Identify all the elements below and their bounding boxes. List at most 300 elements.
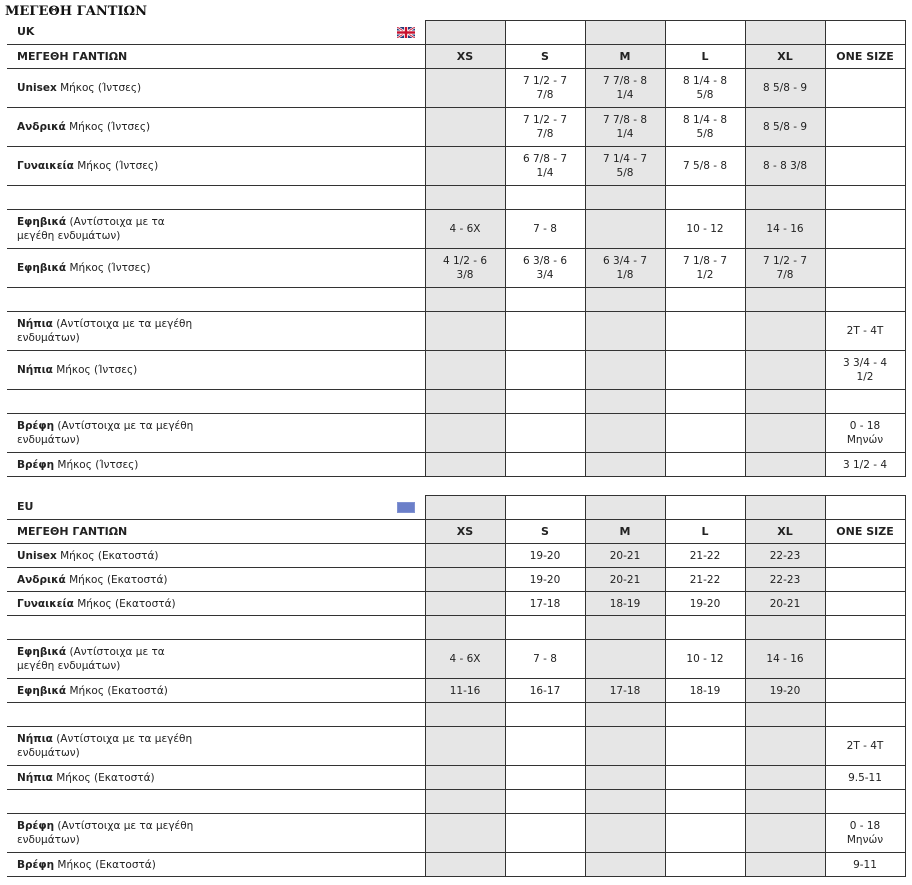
size-cell: [505, 568, 585, 592]
size-value: 20-21: [609, 573, 641, 586]
size-cell: [585, 853, 665, 877]
row-category: Unisex: [17, 549, 57, 562]
size-cell: [665, 69, 745, 108]
size-cell: [425, 69, 505, 108]
uk-flag-icon: [397, 27, 415, 38]
size-cell: [425, 592, 505, 616]
size-cell: [745, 69, 825, 108]
header-blank-cell: [425, 21, 505, 45]
size-cell: [665, 766, 745, 790]
size-cell: [745, 453, 825, 477]
size-cell: [825, 147, 905, 186]
size-cell: [825, 592, 905, 616]
size-cell: [825, 351, 905, 390]
size-value: 10 - 12: [686, 223, 724, 235]
row-label: [7, 544, 425, 568]
size-cell: [665, 544, 745, 568]
row-label: [7, 814, 425, 853]
size-cell: [825, 766, 905, 790]
row-label: [7, 249, 425, 288]
row-description: Μήκος (Εκατοστά): [66, 684, 168, 697]
table-row: [7, 568, 905, 592]
size-cell: [425, 853, 505, 877]
size-cell: [745, 414, 825, 453]
row-description: Μήκος (Εκατοστά): [52, 771, 155, 784]
size-cell: [425, 727, 505, 766]
size-cell: [585, 814, 665, 853]
size-cell: [825, 453, 905, 477]
row-label: [7, 390, 425, 414]
column-header: M: [585, 45, 665, 69]
size-cell: [665, 814, 745, 853]
row-description: (Αντίστοιχα με τα μεγέθη ενδυμάτων): [17, 420, 194, 446]
size-cell: [745, 390, 825, 414]
eu-flag-icon: [397, 502, 415, 513]
header-blank-cell: [825, 21, 905, 45]
size-cell: [665, 108, 745, 147]
size-cell: [665, 790, 745, 814]
uk-size-table: [7, 20, 906, 477]
size-cell: [745, 108, 825, 147]
row-label: [7, 288, 425, 312]
size-cell: [505, 592, 585, 616]
table-row: [7, 679, 905, 703]
size-cell: [665, 351, 745, 390]
size-cell: [505, 312, 585, 351]
size-value: 3 3/4 - 4 1/2: [842, 357, 888, 383]
page-title: ΜΕΓΕΘΗ ΓΑΝΤΙΩΝ: [5, 4, 147, 19]
size-value: 11-16: [449, 684, 481, 697]
row-label: [7, 186, 425, 210]
table-row: [7, 108, 905, 147]
size-cell: [425, 568, 505, 592]
size-cell: [745, 592, 825, 616]
size-cell: [585, 453, 665, 477]
size-value: 8 1/4 - 8 5/8: [682, 75, 728, 101]
size-value: 7 1/2 - 7 7/8: [522, 75, 568, 101]
size-cell: [585, 351, 665, 390]
size-cell: [425, 312, 505, 351]
size-cell: [665, 147, 745, 186]
header-blank-cell: [505, 496, 585, 520]
size-cell: [665, 703, 745, 727]
row-label: [7, 568, 425, 592]
row-description: Μήκος (Ίντσες): [52, 364, 138, 376]
size-cell: [665, 679, 745, 703]
column-header: M: [585, 520, 665, 544]
size-cell: [585, 414, 665, 453]
size-value: 7 5/8 - 8: [682, 160, 728, 172]
size-cell: [585, 390, 665, 414]
size-value: 7 1/8 - 7 1/2: [682, 255, 728, 281]
row-label: [7, 453, 425, 477]
size-cell: [745, 544, 825, 568]
size-value: 7 1/4 - 7 5/8: [602, 153, 648, 179]
spacer-row: [7, 186, 905, 210]
size-cell: [505, 727, 585, 766]
size-cell: [825, 616, 905, 640]
size-cell: [825, 790, 905, 814]
size-cell: [745, 703, 825, 727]
size-cell: [745, 351, 825, 390]
size-cell: [665, 186, 745, 210]
size-cell: [825, 108, 905, 147]
table-row: [7, 69, 905, 108]
size-cell: [665, 312, 745, 351]
row-category: Ανδρικά: [17, 121, 66, 133]
size-cell: [745, 679, 825, 703]
row-category: Νήπια: [17, 318, 53, 330]
row-label: [7, 790, 425, 814]
size-cell: [745, 210, 825, 249]
size-cell: [825, 853, 905, 877]
region-name: UK: [17, 25, 35, 39]
size-value: 3 1/2 - 4: [842, 458, 888, 471]
column-header: L: [665, 520, 745, 544]
size-cell: [425, 288, 505, 312]
size-cell: [425, 147, 505, 186]
size-cell: [665, 414, 745, 453]
size-cell: [585, 249, 665, 288]
size-cell: [585, 108, 665, 147]
size-cell: [505, 69, 585, 108]
size-value: 8 5/8 - 9: [762, 82, 808, 94]
table-row: [7, 147, 905, 186]
row-label: [7, 679, 425, 703]
size-cell: [425, 703, 505, 727]
size-cell: [825, 640, 905, 679]
row-description: Μήκος (Εκατοστά): [54, 858, 156, 871]
size-cell: [425, 766, 505, 790]
size-value: 0 - 18 Μηνών: [846, 420, 884, 446]
eu-region-row: [7, 496, 905, 520]
row-category: Εφηβικά: [17, 262, 67, 274]
table-row: [7, 640, 905, 679]
row-category: Βρέφη: [17, 458, 55, 471]
column-header: S: [505, 45, 585, 69]
header-blank-cell: [425, 496, 505, 520]
size-cell: [505, 210, 585, 249]
size-cell: [505, 351, 585, 390]
table-row: [7, 592, 905, 616]
spacer-row: [7, 288, 905, 312]
eu-region-cell: [7, 496, 425, 520]
size-cell: [665, 640, 745, 679]
row-label: [7, 312, 425, 351]
header-blank-cell: [665, 21, 745, 45]
size-cell: [745, 814, 825, 853]
size-cell: [585, 544, 665, 568]
column-header: L: [665, 45, 745, 69]
row-label: [7, 210, 425, 249]
size-cell: [745, 147, 825, 186]
size-value: 7 - 8: [533, 223, 557, 235]
table-row: [7, 727, 905, 766]
row-category: Γυναικεία: [17, 597, 74, 610]
row-label: [7, 640, 425, 679]
size-cell: [825, 544, 905, 568]
column-header: XS: [425, 45, 505, 69]
size-cell: [825, 249, 905, 288]
size-value: 8 1/4 - 8 5/8: [682, 114, 728, 140]
size-cell: [505, 853, 585, 877]
row-category: Βρέφη: [17, 420, 55, 432]
row-description: Μήκος (Εκατοστά): [73, 597, 176, 610]
size-value: 20-21: [609, 549, 641, 562]
row-label: [7, 727, 425, 766]
size-cell: [745, 790, 825, 814]
row-category: Βρέφη: [17, 820, 55, 832]
size-cell: [825, 186, 905, 210]
table-row: [7, 210, 905, 249]
table-row: [7, 544, 905, 568]
size-value: 7 7/8 - 8 1/4: [602, 75, 648, 101]
size-value: 6 3/4 - 7 1/8: [602, 255, 648, 281]
size-value: 6 3/8 - 6 3/4: [522, 255, 568, 281]
row-category: Εφηβικά: [17, 216, 67, 228]
size-cell: [505, 766, 585, 790]
size-cell: [505, 249, 585, 288]
row-label: [7, 766, 425, 790]
row-label: [7, 147, 425, 186]
size-value: 21-22: [689, 573, 721, 586]
region-name: EU: [17, 500, 34, 514]
spacer-row: [7, 616, 905, 640]
row-description: Μήκος (Εκατοστά): [56, 549, 159, 562]
column-header: ONE SIZE: [825, 45, 905, 69]
size-cell: [585, 679, 665, 703]
size-cell: [585, 186, 665, 210]
row-description: (Αντίστοιχα με τα μεγέθη ενδυμάτων): [17, 733, 193, 759]
header-blank-cell: [745, 21, 825, 45]
size-cell: [825, 414, 905, 453]
table-row: [7, 853, 905, 877]
row-label: [7, 69, 425, 108]
size-value: 20-21: [769, 597, 801, 610]
header-blank-cell: [665, 496, 745, 520]
uk-column-header-row: [7, 45, 905, 69]
size-value: 14 - 16: [766, 223, 804, 235]
size-value: 14 - 16: [766, 653, 804, 665]
table-row: [7, 351, 905, 390]
row-label: [7, 351, 425, 390]
size-cell: [585, 288, 665, 312]
size-cell: [505, 453, 585, 477]
size-cell: [825, 390, 905, 414]
column-header: XL: [745, 45, 825, 69]
size-value: 7 1/2 - 7 7/8: [762, 255, 808, 281]
row-label: [7, 853, 425, 877]
size-cell: [665, 592, 745, 616]
size-cell: [745, 766, 825, 790]
table-row: [7, 414, 905, 453]
row-label: [7, 414, 425, 453]
header-blank-cell: [585, 21, 665, 45]
size-cell: [585, 766, 665, 790]
size-cell: [425, 679, 505, 703]
size-value: 4 - 6X: [449, 223, 481, 235]
size-cell: [425, 351, 505, 390]
row-category: Βρέφη: [17, 858, 55, 871]
size-cell: [665, 249, 745, 288]
size-cell: [665, 568, 745, 592]
size-value: 22-23: [769, 573, 801, 586]
size-value: 8 5/8 - 9: [762, 121, 808, 133]
column-header: ONE SIZE: [825, 520, 905, 544]
row-description: Μήκος (Εκατοστά): [65, 573, 168, 586]
size-cell: [505, 390, 585, 414]
size-cell: [425, 814, 505, 853]
row-description: Μήκος (Ίντσες): [66, 262, 151, 274]
size-value: 18-19: [689, 684, 721, 697]
size-cell: [585, 790, 665, 814]
size-cell: [505, 108, 585, 147]
size-value: 2T - 4T: [846, 325, 884, 337]
table-row: [7, 249, 905, 288]
size-cell: [745, 249, 825, 288]
size-cell: [665, 853, 745, 877]
size-cell: [505, 147, 585, 186]
size-cell: [825, 814, 905, 853]
row-category: Εφηβικά: [17, 684, 67, 697]
size-value: 9-11: [853, 858, 877, 871]
table-row: [7, 453, 905, 477]
table-row: [7, 766, 905, 790]
size-cell: [425, 544, 505, 568]
size-cell: [505, 790, 585, 814]
spacer-row: [7, 703, 905, 727]
size-cell: [825, 288, 905, 312]
size-cell: [665, 390, 745, 414]
size-value: 19-20: [689, 597, 721, 610]
size-cell: [425, 414, 505, 453]
size-cell: [665, 288, 745, 312]
size-cell: [665, 210, 745, 249]
size-cell: [825, 679, 905, 703]
row-category: Νήπια: [17, 771, 53, 784]
size-value: 2T - 4T: [846, 740, 884, 752]
size-cell: [505, 544, 585, 568]
size-cell: [425, 210, 505, 249]
row-category: Γυναικεία: [17, 160, 74, 172]
header-blank-cell: [825, 496, 905, 520]
size-value: 0 - 18 Μηνών: [846, 820, 884, 846]
size-cell: [425, 186, 505, 210]
size-value: 10 - 12: [686, 653, 724, 665]
size-header-label: ΜΕΓΕΘΗ ΓΑΝΤΙΩΝ: [7, 45, 425, 69]
size-header-label: ΜΕΓΕΘΗ ΓΑΝΤΙΩΝ: [7, 520, 425, 544]
size-value: 22-23: [769, 549, 801, 562]
size-value: 8 - 8 3/8: [762, 160, 808, 172]
size-cell: [585, 727, 665, 766]
size-value: 9.5-11: [848, 771, 882, 784]
size-value: 17-18: [529, 597, 561, 610]
size-cell: [425, 640, 505, 679]
table-row: [7, 814, 905, 853]
size-cell: [505, 616, 585, 640]
size-cell: [505, 814, 585, 853]
eu-size-table: [7, 495, 906, 877]
size-cell: [745, 640, 825, 679]
row-description: (Αντίστοιχα με τα μεγέθη ενδυμάτων): [17, 646, 165, 672]
size-cell: [745, 312, 825, 351]
size-cell: [745, 568, 825, 592]
size-cell: [745, 853, 825, 877]
size-cell: [825, 727, 905, 766]
size-cell: [425, 790, 505, 814]
size-value: 19-20: [529, 549, 561, 562]
spacer-row: [7, 790, 905, 814]
size-cell: [505, 640, 585, 679]
size-value: 17-18: [609, 684, 641, 697]
size-cell: [825, 69, 905, 108]
size-cell: [745, 616, 825, 640]
size-value: 18-19: [609, 597, 641, 610]
size-cell: [825, 703, 905, 727]
size-value: 7 - 8: [533, 653, 557, 665]
row-label: [7, 592, 425, 616]
size-cell: [745, 186, 825, 210]
size-cell: [825, 210, 905, 249]
size-cell: [585, 147, 665, 186]
size-value: 7 1/2 - 7 7/8: [522, 114, 568, 140]
row-category: Νήπια: [17, 733, 53, 745]
uk-region-cell: [7, 21, 425, 45]
row-description: Μήκος (Ίντσες): [65, 121, 151, 133]
size-cell: [505, 679, 585, 703]
row-category: Νήπια: [17, 364, 53, 376]
size-value: 4 1/2 - 6 3/8: [442, 255, 488, 281]
size-cell: [505, 288, 585, 312]
size-value: 7 7/8 - 8 1/4: [602, 114, 648, 140]
size-cell: [585, 210, 665, 249]
row-label: [7, 616, 425, 640]
row-description: (Αντίστοιχα με τα μεγέθη ενδυμάτων): [17, 820, 194, 846]
size-cell: [665, 453, 745, 477]
size-value: 19-20: [529, 573, 561, 586]
column-header: XS: [425, 520, 505, 544]
eu-column-header-row: [7, 520, 905, 544]
size-cell: [585, 616, 665, 640]
size-cell: [585, 592, 665, 616]
uk-region-row: [7, 21, 905, 45]
size-cell: [425, 390, 505, 414]
size-cell: [425, 453, 505, 477]
size-value: 4 - 6X: [449, 653, 481, 665]
size-cell: [585, 568, 665, 592]
header-blank-cell: [745, 496, 825, 520]
size-value: 16-17: [529, 684, 561, 697]
size-cell: [585, 703, 665, 727]
row-description: (Αντίστοιχα με τα μεγέθη ενδυμάτων): [17, 318, 193, 344]
size-cell: [425, 616, 505, 640]
row-label: [7, 703, 425, 727]
size-cell: [665, 727, 745, 766]
size-cell: [585, 640, 665, 679]
row-category: Ανδρικά: [17, 573, 66, 586]
size-value: 19-20: [769, 684, 801, 697]
size-value: 21-22: [689, 549, 721, 562]
size-cell: [585, 312, 665, 351]
size-cell: [505, 414, 585, 453]
row-description: Μήκος (Ίντσες): [54, 458, 139, 471]
size-cell: [825, 568, 905, 592]
size-cell: [425, 108, 505, 147]
size-cell: [665, 616, 745, 640]
row-category: Εφηβικά: [17, 646, 67, 658]
spacer-row: [7, 390, 905, 414]
table-row: [7, 312, 905, 351]
